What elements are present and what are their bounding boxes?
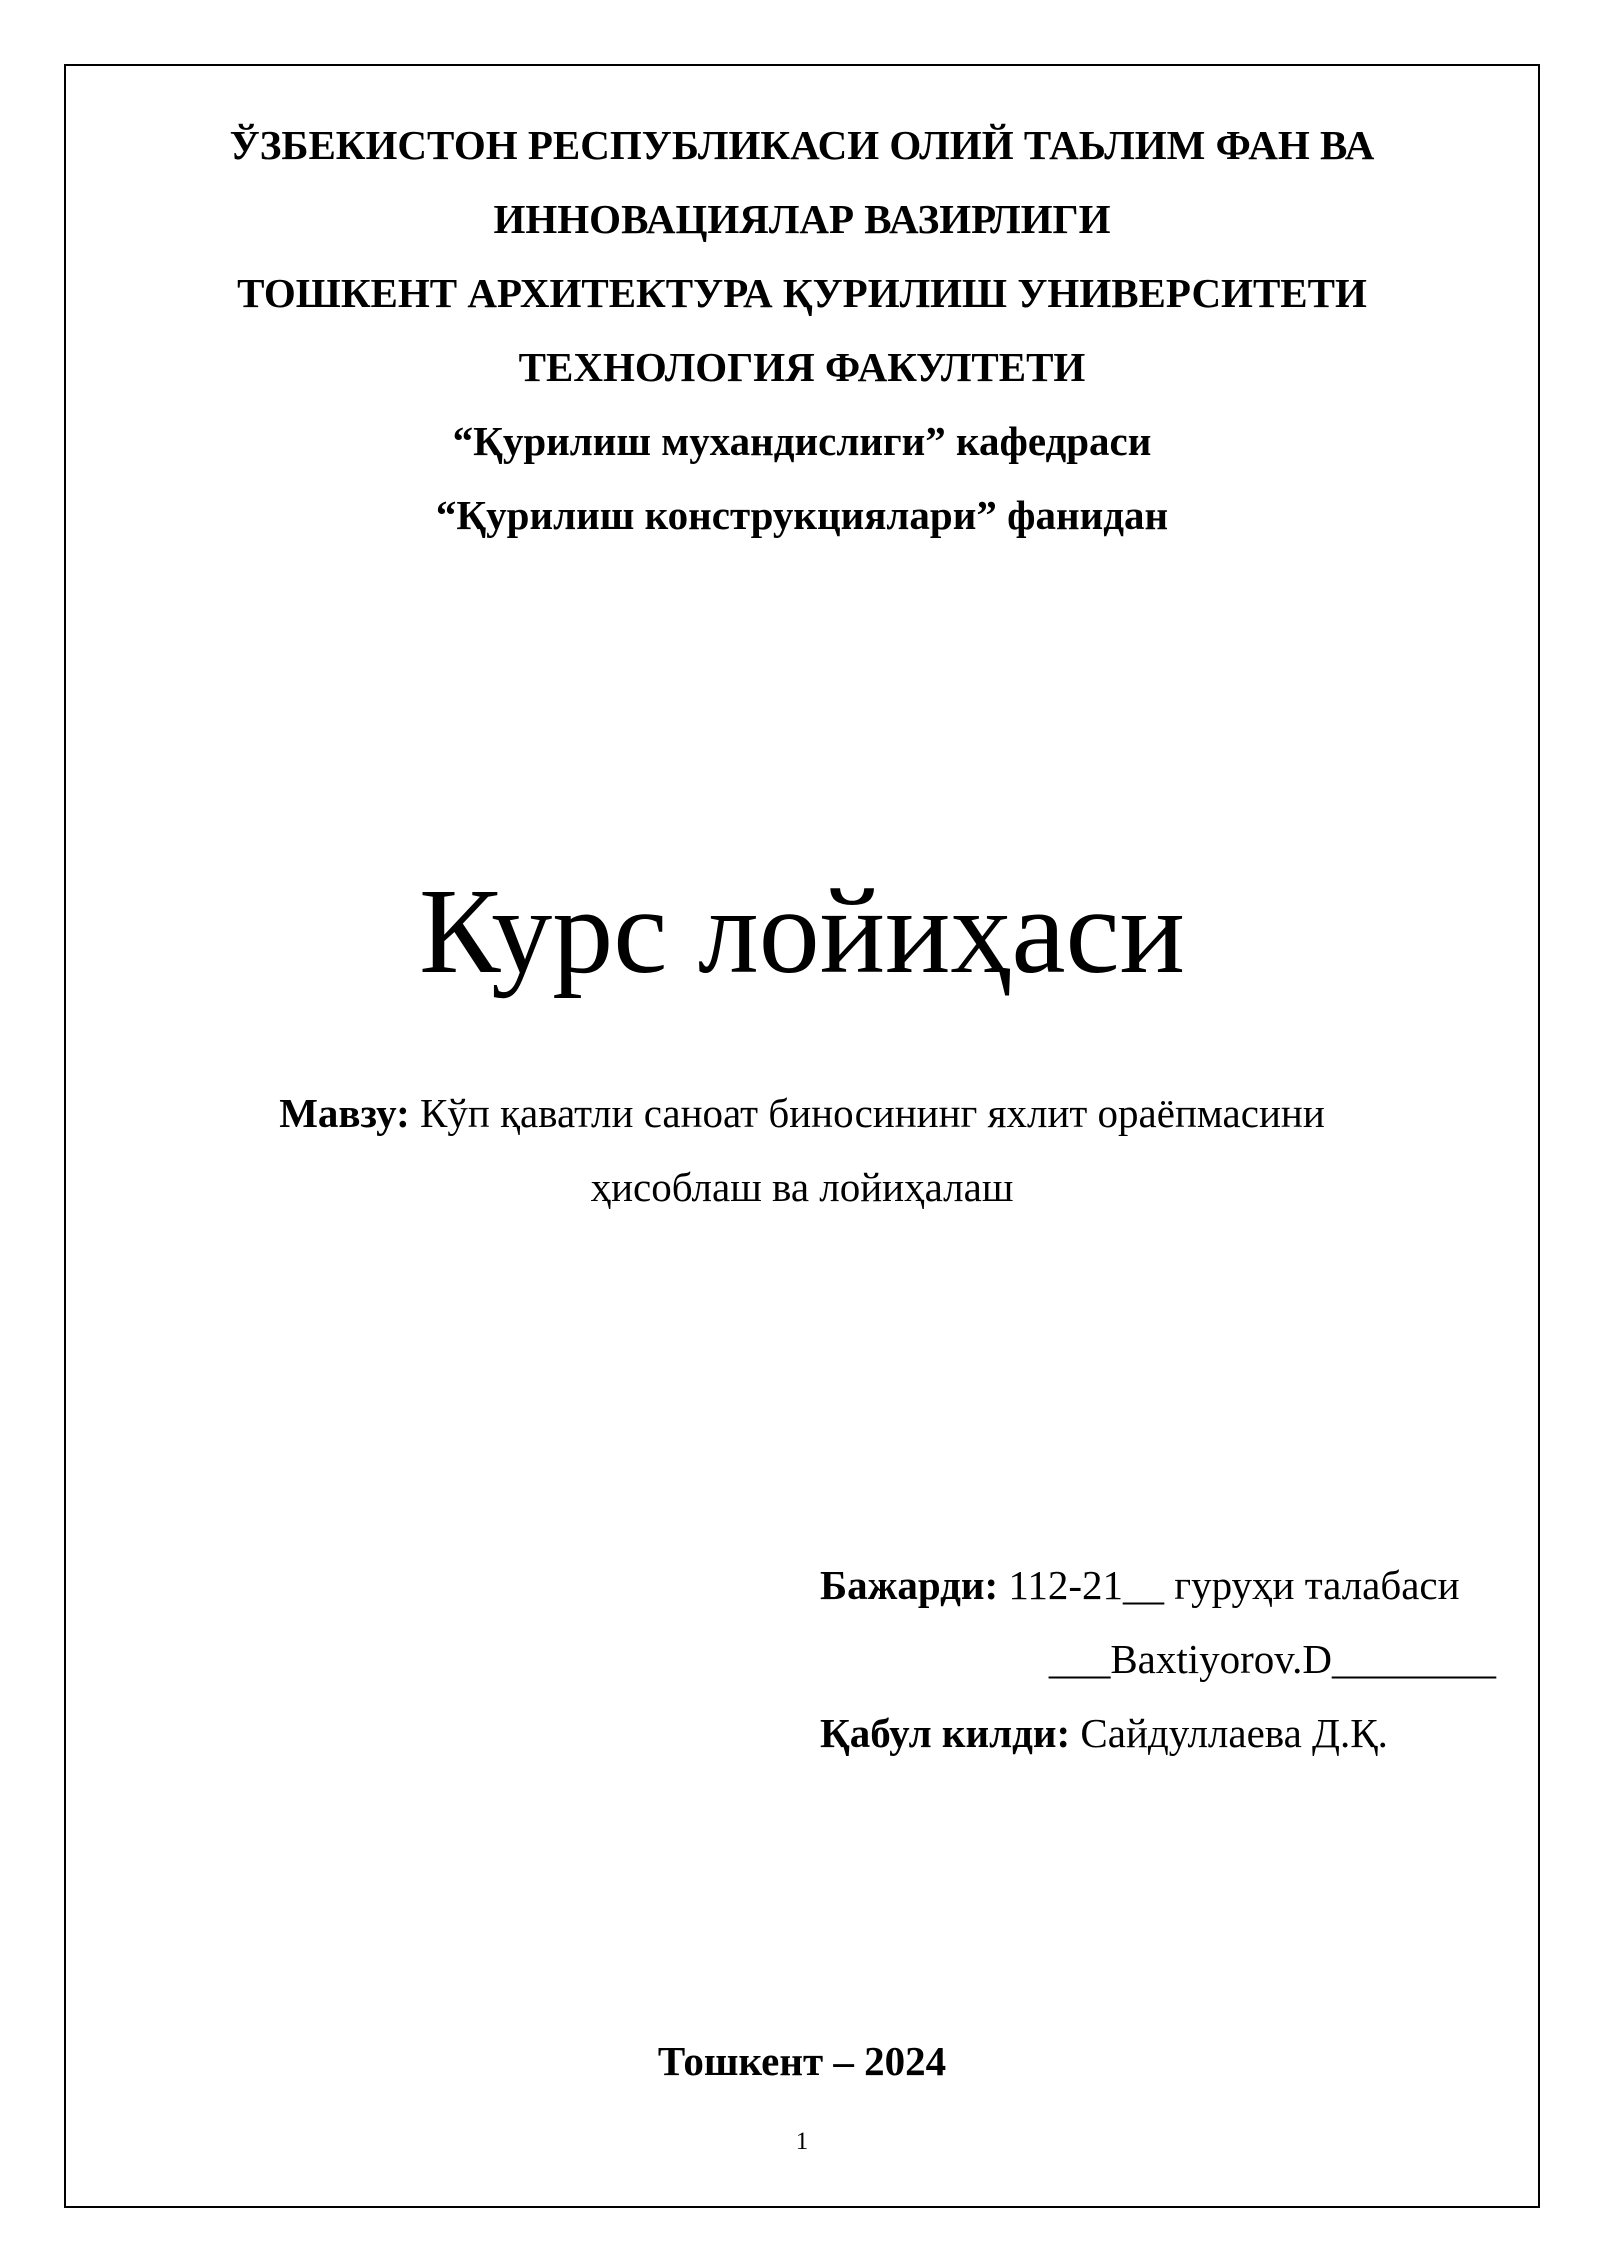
topic-label: Мавзу: xyxy=(279,1090,410,1136)
accepted-label: Қабул килди: xyxy=(820,1710,1071,1756)
department-name: “Қурилиш мухандислиги” кафедраси xyxy=(452,418,1152,464)
performed-value: 112-21__ гуруҳи талабаси xyxy=(998,1562,1460,1608)
student-name: ___Baxtiyorov.D________ xyxy=(1048,1636,1496,1682)
ministry-line-1: ЎЗБЕКИСТОН РЕСПУБЛИКАСИ ОЛИЙ ТАЬЛИМ ФАН ВА xyxy=(229,122,1375,168)
faculty-name: ТЕХНОЛОГИЯ ФАКУЛТЕТИ xyxy=(518,344,1086,390)
topic-line-1 xyxy=(64,1076,1540,1150)
university-name: ТОШКЕНТ АРХИТЕКТУРА ҚУРИЛИШ УНИВЕРСИТЕТИ xyxy=(237,270,1367,316)
city-year: Тошкент – 2024 xyxy=(657,2038,947,2084)
signature-block xyxy=(820,1548,1496,1770)
topic-text-2: ҳисоблаш ва лойиҳалаш xyxy=(590,1164,1014,1210)
page-number: 1 xyxy=(795,2128,809,2155)
performed-row xyxy=(820,1548,1496,1622)
performed-label: Бажарди: xyxy=(820,1562,999,1608)
accepted-row xyxy=(820,1696,1496,1770)
subject-name: “Қурилиш конструкциялари” фанидан xyxy=(435,492,1169,538)
document-title: Курс лойиҳаси xyxy=(419,864,1185,999)
document-header xyxy=(64,108,1540,552)
topic-text-1: Кўп қаватли саноат биносининг яхлит ораёпмасини xyxy=(409,1090,1325,1136)
accepted-value: Сайдуллаева Д.Қ. xyxy=(1070,1710,1388,1756)
topic-block xyxy=(64,1076,1540,1224)
ministry-line-2: ИННОВАЦИЯЛАР ВАЗИРЛИГИ xyxy=(493,196,1111,242)
